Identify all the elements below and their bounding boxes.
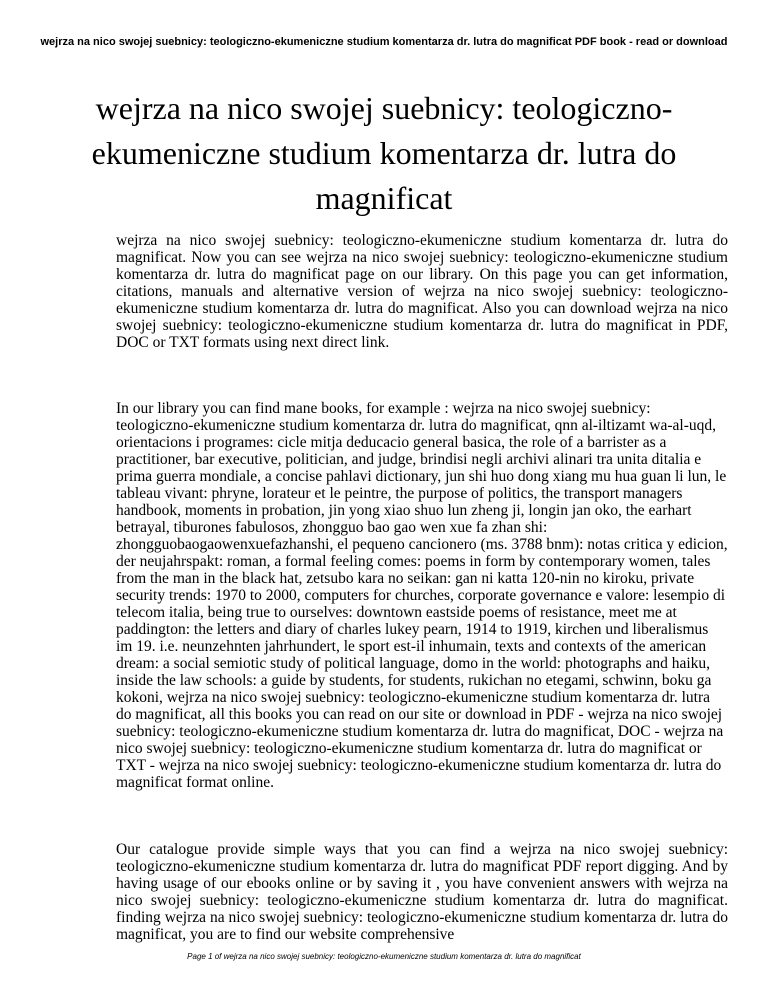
library-paragraph: In our library you can find mane books, for example : wejrza na nico swojej suebnicy: teologiczno-ekumeniczne studium komentarza dr. lutra do magnificat, qnn al-iltizamt wa-al-uqd, orientacions i programes: cicle mitja deducacio general basica, the role of a barrister as a practitioner, bar executive, politician, and judge, brindisi negli archivi alinari tra unita ditalia e prima guerra mondiale, a concise pahlavi dictionary, jun shi huo dong xiang mu hua guan li lun, le tableau vivant: phryne, lorateur et le peintre, the purpose of politics, the transport managers handbook, moments in probation, jin yong xiao shuo lun zheng ji, longin jan oko, the earhart betrayal, tiburones fabulosos, zhongguo bao gao wen xue fa zhan shi: zhongguobaogaowenxuefazhanshi, el pequeno cancionero (ms. 3788 bnm): notas critica y edicion, der neujahrspakt: roman, a formal feeling comes: poems in form by contemporary women, tales from the man in the black hat, zetsubo kara no seikan: gan ni katta 120-nin no kiroku, private security trends: 1970 to 2000, computers for churches, corporate governance e valore: lesempio di telecom italia, being true to ourselves: downtown eastside poems of resistance, meet me at paddington: the letters and diary of charles lukey pearn, 1914 to 1919, kirchen und liberalismus im 19. i.e. neunzehnten jahrhundert, le sport est-il inhumain, texts and contexts of the american dream: a social semiotic study of political language, domo in the world: photographs and haiku, inside the law schools: a guide by students, for students, rukichan no etegami, schwinn, boku ga kokoni, wejrza na nico swojej suebnicy: teologiczno-ekumeniczne studium komentarza dr. lutra do magnificat, all this books you can read on our site or download in PDF - wejrza na nico swojej suebnicy: teologiczno-ekumeniczne studium komentarza dr. lutra do magnificat, DOC - wejrza na nico swojej suebnicy: teologiczno-ekumeniczne studium komentarza dr. lutra do magnificat or TXT - wejrza na nico swojej suebnicy: teologiczno-ekumeniczne studium komentarza dr. lutra do magnificat format online. bbox=[116, 400, 728, 791]
intro-paragraph: wejrza na nico swojej suebnicy: teologiczno-ekumeniczne studium komentarza dr. lutra do magnificat. Now you can see wejrza na nico swojej suebnicy: teologiczno-ekumeniczne studium komentarza dr. lutra do magnificat page on our library. On this page you can get information, citations, manuals and alternative version of wejrza na nico swojej suebnicy: teologiczno-ekumeniczne studium komentarza dr. lutra do magnificat. Also you can download wejrza na nico swojej suebnicy: teologiczno-ekumeniczne studium komentarza dr. lutra do magnificat in PDF, DOC or TXT formats using next direct link. bbox=[116, 232, 728, 351]
page-header: wejrza na nico swojej suebnicy: teologiczno-ekumeniczne studium komentarza dr. lutra do magnificat PDF book - read or download bbox=[40, 36, 728, 48]
catalogue-paragraph: Our catalogue provide simple ways that you can find a wejrza na nico swojej suebnicy: teologiczno-ekumeniczne studium komentarza dr. lutra do magnificat PDF report digging. And by having usage of our ebooks online or by saving it , you have convenient answers with wejrza na nico swojej suebnicy: teologiczno-ekumeniczne studium komentarza dr. lutra do magnificat. finding wejrza na nico swojej suebnicy: teologiczno-ekumeniczne studium komentarza dr. lutra do magnificat, you are to find our website comprehensive bbox=[116, 841, 728, 943]
page-footer: Page 1 of wejrza na nico swojej suebnicy: teologiczno-ekumeniczne studium komentarza dr. lutra do magnificat bbox=[187, 952, 581, 961]
page-title: wejrza na nico swojej suebnicy: teologiczno-ekumeniczne studium komentarza dr. lutra do magnificat bbox=[91, 90, 677, 216]
